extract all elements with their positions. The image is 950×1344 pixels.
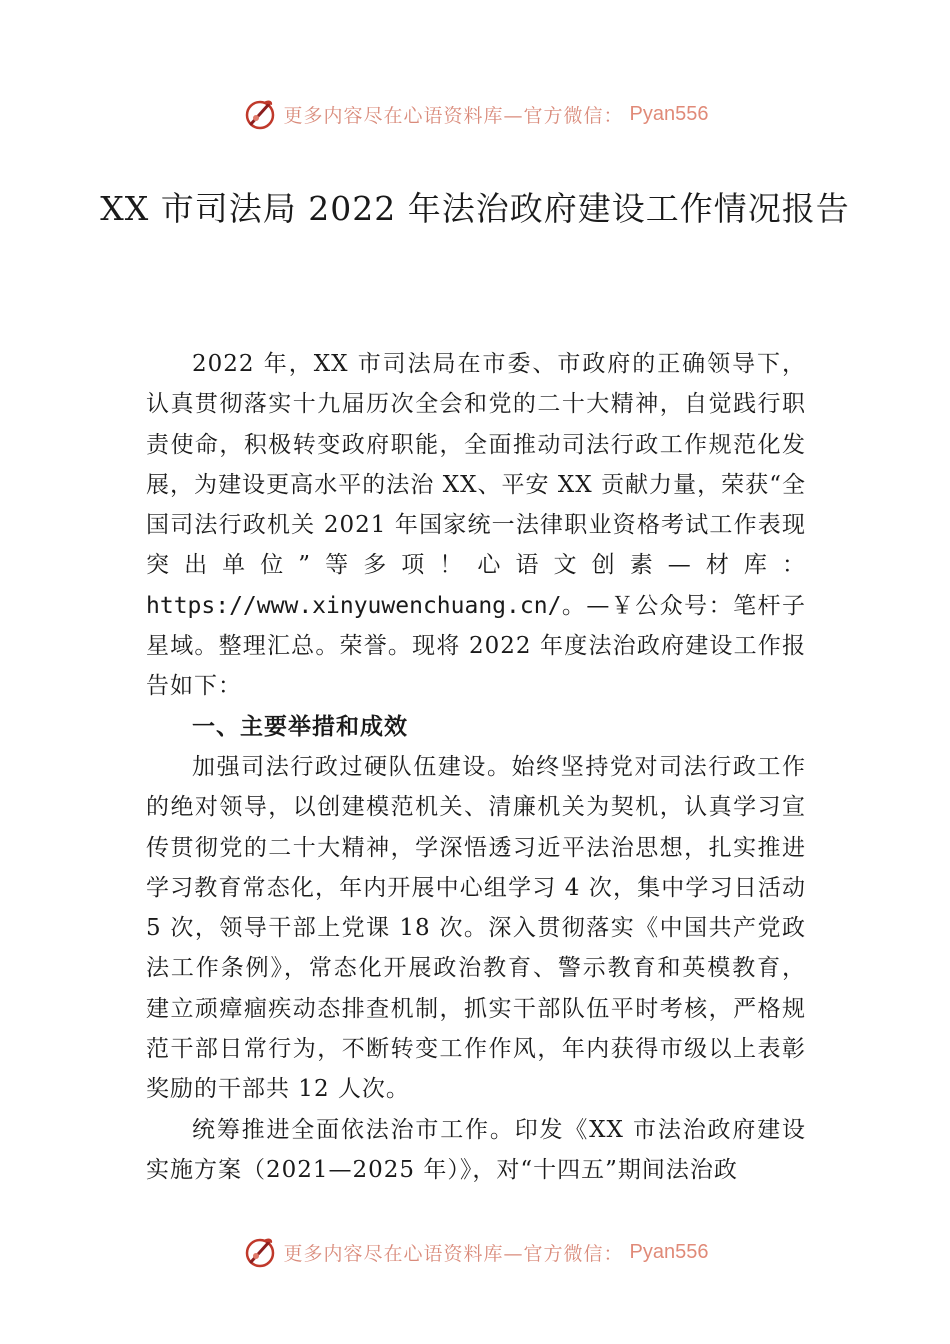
- watermark-handle: Pyan556: [629, 1240, 709, 1263]
- watermark-text: 更多内容尽在心语资料库—官方微信：: [283, 1242, 624, 1265]
- watermark-handle: Pyan556: [629, 102, 709, 125]
- document-body: [146, 344, 806, 1190]
- intro-text-2: 。—￥公众号：笔杆子星域。整理汇总。荣誉。现将 2022 年度法治政府建设工作报告如下：: [146, 592, 806, 700]
- intro-paragraph: [146, 344, 806, 707]
- document-title: XX 市司法局 2022 年法治政府建设工作情况报告: [100, 189, 850, 228]
- footer-watermark: [0, 1232, 950, 1272]
- brush-logo-icon: [242, 96, 278, 132]
- intro-url: https://www.xinyuwenchuang.cn/: [146, 592, 562, 619]
- brush-logo-icon: [242, 1234, 278, 1270]
- section-heading: 一、主要举措和成效: [192, 713, 408, 740]
- watermark-text: 更多内容尽在心语资料库—官方微信：: [283, 104, 624, 127]
- paragraph-rule-of-law: 统筹推进全面依法治市工作。印发《XX 市法治政府建设实施方案（2021—2025 年）》，对“十四五”期间法治政: [146, 1116, 806, 1183]
- header-watermark: [0, 94, 950, 134]
- intro-text-1: 2022 年，XX 市司法局在市委、市政府的正确领导下，认真贯彻落实十九届历次全会和党的二十大精神，自觉践行职责使命，积极转变政府职能，全面推动司法行政工作规范化发展，为建设更高水平的法治 XX、平安 XX 贡献力量，荣获“全国司法行政机关 2021 年国家统一法律职业资格考试工作表现突出单位”等多项！心语文创素—材库：: [146, 351, 806, 579]
- paragraph-team-building: 加强司法行政过硬队伍建设。始终坚持党对司法行政工作的绝对领导，以创建模范机关、清廉机关为契机，认真学习宣传贯彻党的二十大精神，学深悟透习近平法治思想，扎实推进学习教育常态化，年内开展中心组学习 4 次，集中学习日活动 5 次，领导干部上党课 18 次。深入贯彻落实《中国共产党政法工作条例》，常态化开展政治教育、警示教育和英模教育，建立顽瘴痼疾动态排查机制，抓实干部队伍平时考核，严格规范干部日常行为，不断转变工作作风，年内获得市级以上表彰奖励的干部共 12 人次。: [146, 753, 806, 1103]
